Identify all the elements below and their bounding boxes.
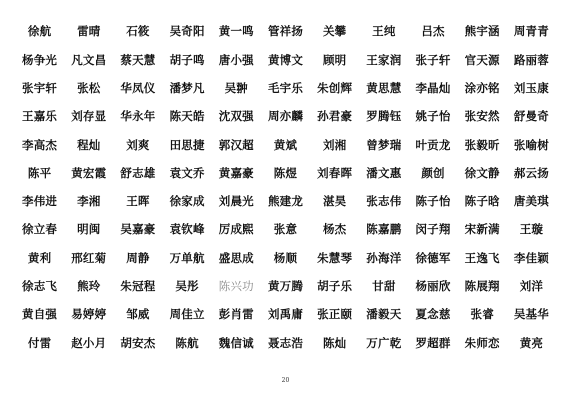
name-entry: 田思捷 — [169, 137, 205, 152]
name-entry: 朱创辉 — [317, 80, 353, 95]
name-entry: 李伟进 — [22, 194, 58, 209]
name-entry: 陈子晗 — [464, 194, 500, 209]
name-entry: 刘春晖 — [317, 165, 353, 180]
name-entry: 刘爽 — [126, 137, 150, 152]
name-entry: 王纯 — [372, 24, 396, 39]
name-entry: 徐航 — [27, 24, 52, 39]
name-entry: 罗腾钰 — [366, 109, 402, 124]
name-entry: 张喻树 — [513, 137, 549, 152]
name-entry: 姚子怡 — [415, 109, 451, 124]
name-entry: 徐德军 — [415, 250, 451, 265]
name-entry: 张睿 — [470, 307, 494, 322]
name-entry: 唐小强 — [218, 52, 254, 67]
name-entry: 邢红菊 — [71, 250, 107, 265]
name-entry: 张毅昕 — [464, 137, 500, 152]
name-entry: 黄博文 — [267, 52, 304, 67]
name-entry: 朱慧琴 — [317, 250, 353, 265]
name-entry: 吴翀 — [224, 80, 249, 95]
name-entry: 周青青 — [513, 24, 549, 39]
name-entry: 路丽蓉 — [513, 52, 549, 67]
name-entry: 陈航 — [175, 335, 199, 350]
name-entry: 张正颐 — [317, 307, 353, 322]
name-entry: 陈兴功 — [218, 279, 254, 294]
name-entry: 周静 — [126, 250, 150, 265]
name-entry: 颜创 — [421, 165, 445, 180]
name-entry: 黄宏霞 — [71, 165, 107, 180]
name-entry: 黄亮 — [519, 335, 544, 350]
name-entry: 黄斌 — [273, 137, 298, 152]
name-entry: 魏信诚 — [218, 335, 254, 350]
name-entry: 杨杰 — [322, 222, 347, 237]
name-entry: 王嘉乐 — [22, 109, 58, 124]
name-entry: 吴彤 — [175, 279, 199, 294]
name-entry: 涂亦铭 — [464, 80, 500, 95]
name-entry: 黄自强 — [22, 307, 58, 322]
name-entry: 湛昊 — [322, 194, 347, 209]
name-entry: 张宇轩 — [22, 80, 58, 95]
name-entry: 张松 — [77, 80, 101, 95]
name-entry: 周亦麟 — [267, 109, 304, 124]
name-entry: 舒曼奇 — [513, 109, 549, 124]
name-entry: 徐文静 — [464, 165, 500, 180]
name-entry: 刘湘 — [322, 137, 347, 152]
name-entry: 盛思成 — [218, 250, 254, 265]
name-entry: 明闽 — [77, 222, 101, 237]
name-entry: 熊玲 — [77, 279, 101, 294]
name-entry: 袁文乔 — [169, 165, 205, 180]
name-entry: 朱冠程 — [120, 279, 156, 294]
name-entry: 孙海洋 — [366, 250, 402, 265]
name-entry: 吴嘉豪 — [120, 222, 156, 237]
name-entry: 周佳立 — [169, 307, 205, 322]
name-entry: 徐立春 — [22, 222, 58, 237]
name-entry: 李晶灿 — [415, 80, 451, 95]
name-entry: 李湘 — [77, 194, 101, 209]
name-entry: 顾明 — [322, 52, 347, 67]
name-entry: 陈嘉鹏 — [366, 222, 402, 237]
name-entry: 叶贡龙 — [415, 137, 451, 152]
name-entry: 朱师恋 — [464, 335, 500, 350]
name-entry: 李佳颖 — [513, 250, 549, 265]
name-entry: 华凤仪 — [120, 80, 156, 95]
name-entry: 吴奇阳 — [169, 24, 205, 39]
name-entry: 熊宇涵 — [464, 24, 500, 39]
name-entry: 官天源 — [464, 52, 500, 67]
name-entry: 聂志浩 — [267, 335, 304, 350]
name-entry: 舒志雄 — [120, 165, 156, 180]
name-entry: 黄思慧 — [366, 80, 402, 95]
name-entry: 潘文惠 — [366, 165, 402, 180]
name-entry: 管祥扬 — [267, 24, 304, 39]
name-entry: 夏念慈 — [415, 307, 451, 322]
name-entry: 易婷婷 — [71, 307, 107, 322]
name-entry: 刘洋 — [519, 279, 544, 294]
name-entry: 孙君豪 — [317, 109, 353, 124]
name-entry: 华永年 — [120, 109, 156, 124]
name-entry: 刘存显 — [71, 109, 107, 124]
name-entry: 吕杰 — [421, 24, 445, 39]
name-entry: 刘禹庸 — [267, 307, 304, 322]
name-entry: 曾梦瑞 — [366, 137, 402, 152]
name-entry: 袁钦峰 — [169, 222, 205, 237]
name-entry: 徐志飞 — [22, 279, 58, 294]
name-entry: 杨丽欣 — [415, 279, 451, 294]
name-entry: 凡文昌 — [71, 52, 107, 67]
name-entry: 陈展翔 — [464, 279, 500, 294]
name-entry: 沈双强 — [218, 109, 254, 124]
name-entry: 陈平 — [27, 165, 52, 180]
name-entry: 杨顺 — [273, 250, 298, 265]
name-entry: 闵子翔 — [415, 222, 451, 237]
name-entry: 彭肖雷 — [218, 307, 254, 322]
name-entry: 张志伟 — [366, 194, 402, 209]
name-entry: 黄利 — [27, 250, 52, 265]
name-entry: 万广乾 — [366, 335, 402, 350]
name-entry: 杨争光 — [22, 52, 58, 67]
name-entry: 王晖 — [126, 194, 150, 209]
name-entry: 邹威 — [126, 307, 150, 322]
name-entry: 刘晨光 — [218, 194, 254, 209]
name-entry: 甘甜 — [372, 279, 396, 294]
name-entry: 陈天皓 — [169, 109, 205, 124]
name-entry: 石筱 — [126, 24, 150, 39]
name-entry: 郭汉超 — [218, 137, 254, 152]
name-entry: 胡子鸣 — [169, 52, 205, 67]
name-entry: 张意 — [273, 222, 298, 237]
name-entry: 潘梦凡 — [169, 80, 205, 95]
name-entry: 王家润 — [366, 52, 402, 67]
name-entry: 厉成熙 — [218, 222, 254, 237]
name-entry: 蔡天慧 — [120, 52, 156, 67]
name-entry: 潘毅天 — [366, 307, 402, 322]
name-entry: 胡子乐 — [317, 279, 353, 294]
page-number: 20 — [281, 377, 290, 384]
name-entry: 毛宇乐 — [267, 80, 304, 95]
name-entry: 黄嘉豪 — [218, 165, 254, 180]
name-entry: 付雷 — [27, 335, 52, 350]
name-entry: 唐美琪 — [513, 194, 549, 209]
name-entry: 王璇 — [519, 222, 544, 237]
name-entry: 王逸飞 — [464, 250, 500, 265]
name-entry: 陈煜 — [273, 165, 298, 180]
name-entry: 关攀 — [322, 24, 347, 39]
name-entry: 刘玉康 — [513, 80, 549, 95]
name-entry: 程灿 — [77, 137, 101, 152]
name-entry: 张安然 — [464, 109, 500, 124]
name-list-grid — [15, 18, 556, 358]
name-entry: 熊建龙 — [267, 194, 304, 209]
name-entry: 徐家成 — [169, 194, 205, 209]
name-entry: 陈子怡 — [415, 194, 451, 209]
name-entry: 雷晴 — [77, 24, 101, 39]
name-entry: 郝云扬 — [513, 165, 549, 180]
name-entry: 吴基华 — [513, 307, 549, 322]
name-entry: 黄万腾 — [267, 279, 304, 294]
name-entry: 宋新满 — [464, 222, 500, 237]
name-entry: 万单航 — [169, 250, 205, 265]
name-entry: 胡安杰 — [120, 335, 156, 350]
name-entry: 陈灿 — [322, 335, 347, 350]
name-entry: 罗超群 — [415, 335, 451, 350]
name-entry: 李高杰 — [22, 137, 58, 152]
name-entry: 黄一鸣 — [218, 24, 254, 39]
name-entry: 张子轩 — [415, 52, 451, 67]
name-entry: 赵小月 — [71, 335, 107, 350]
